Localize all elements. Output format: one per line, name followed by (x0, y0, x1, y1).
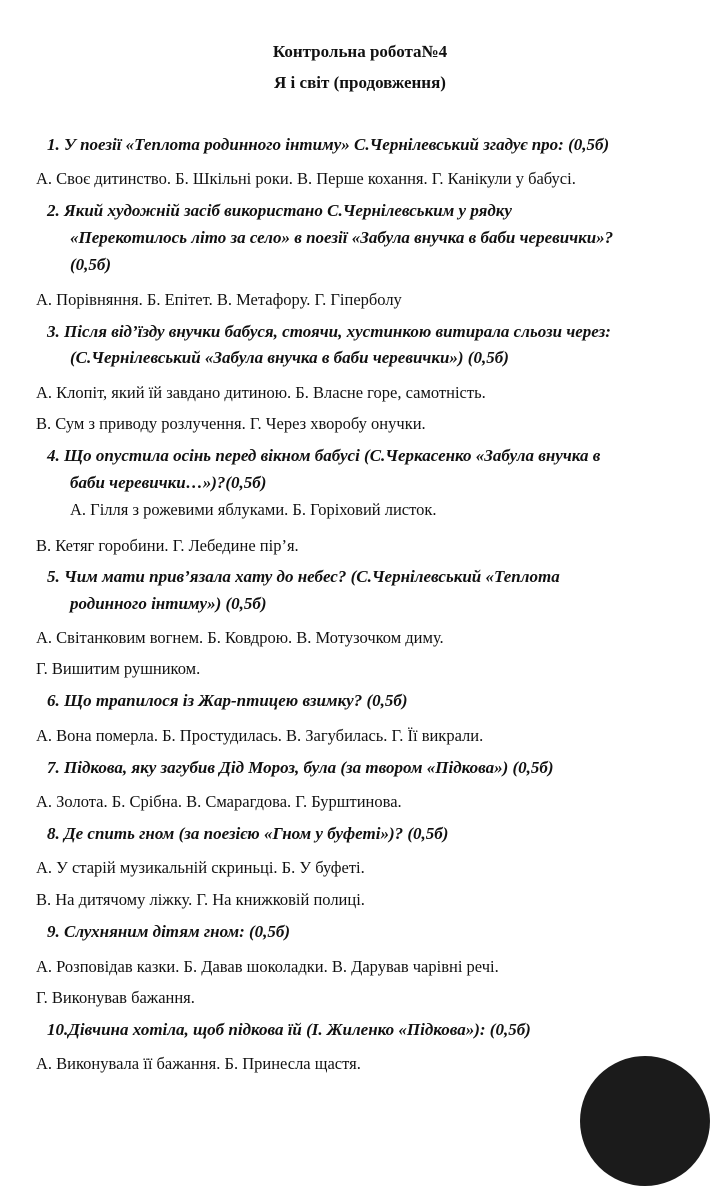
answer-9-line-1: А. Розповідав казки. Б. Давав шоколадки. В. Дарував чарівні речі. (36, 957, 499, 976)
question-1: 1. У поезії «Теплота родинного інтиму» С.Чернілевський згадує про: (0,5б) (47, 135, 610, 154)
question-4-line-2: баби черевички…»)?(0,5б) (70, 473, 267, 492)
question-6: 6. Що трапилося із Жар-птицею взимку? (0,5б) (47, 691, 408, 710)
answer-2: А. Порівняння. Б. Епітет. В. Метафору. Г. Гіперболу (36, 290, 402, 309)
answer-10: А. Виконувала її бажання. Б. Принесла щастя. (36, 1054, 361, 1073)
answer-4-line-2: В. Кетяг горобини. Г. Лебедине пір’я. (36, 536, 299, 555)
question-2-line-1: 2. Який художній засіб використано С.Чернілевським у рядку (47, 201, 512, 220)
corner-shadow-shape (580, 1056, 710, 1186)
answer-3-line-1: А. Клопіт, який їй завдано дитиною. Б. Власне горе, самотність. (36, 383, 486, 402)
answer-9-line-2: Г. Виконував бажання. (36, 988, 195, 1007)
answer-5-line-1: А. Світанковим вогнем. Б. Ковдрою. В. Мотузочком диму. (36, 628, 444, 647)
answer-7: А. Золота. Б. Срібна. В. Смарагдова. Г. Бурштинова. (36, 792, 402, 811)
question-5-line-1: 5. Чим мати прив’язала хату до небес? (С.Чернілевський «Теплота (47, 567, 560, 586)
question-3-line-2: (С.Чернілевський «Забула внучка в баби черевички») (0,5б) (70, 348, 509, 367)
question-2-line-2: «Перекотилось літо за село» в поезії «Забула внучка в баби черевички»? (70, 228, 614, 247)
answer-8-line-2: В. На дитячому ліжку. Г. На книжковій полиці. (36, 890, 365, 909)
answer-8-line-1: А. У старій музикальній скриньці. Б. У буфеті. (36, 858, 365, 877)
page-subtitle: Я і світ (продовження) (274, 73, 446, 92)
answer-5-line-2: Г. Вишитим рушником. (36, 659, 201, 678)
answer-4-line-1: А. Гілля з рожевими яблуками. Б. Горіховий листок. (70, 500, 437, 519)
question-3-line-1: 3. Після від’їзду внучки бабуся, стоячи, хустинкою витирала сльози через: (47, 322, 611, 341)
question-2-line-3: (0,5б) (70, 255, 112, 274)
question-5-line-2: родинного інтиму») (0,5б) (70, 594, 267, 613)
question-10: 10.Дівчина хотіла, щоб підкова їй (І. Жиленко «Підкова»): (0,5б) (47, 1020, 531, 1039)
question-9: 9. Слухняним дітям гном: (0,5б) (47, 922, 291, 941)
answer-6: А. Вона померла. Б. Простудилась. В. Загубилась. Г. Її викрали. (36, 726, 484, 745)
page-title: Контрольна робота№4 (272, 42, 448, 61)
answer-3-line-2: В. Сум з приводу розлучення. Г. Через хворобу онучки. (36, 414, 426, 433)
answer-1: А. Своє дитинство. Б. Шкільні роки. В. Перше кохання. Г. Канікули у бабусі. (36, 169, 576, 188)
question-7: 7. Підкова, яку загубив Дід Мороз, була (за твором «Підкова») (0,5б) (47, 758, 554, 777)
question-4-line-1: 4. Що опустила осінь перед вікном бабусі (С.Черкасенко «Забула внучка в (47, 446, 601, 465)
question-8: 8. Де спить гном (за поезією «Гном у буфеті»)? (0,5б) (47, 824, 449, 843)
